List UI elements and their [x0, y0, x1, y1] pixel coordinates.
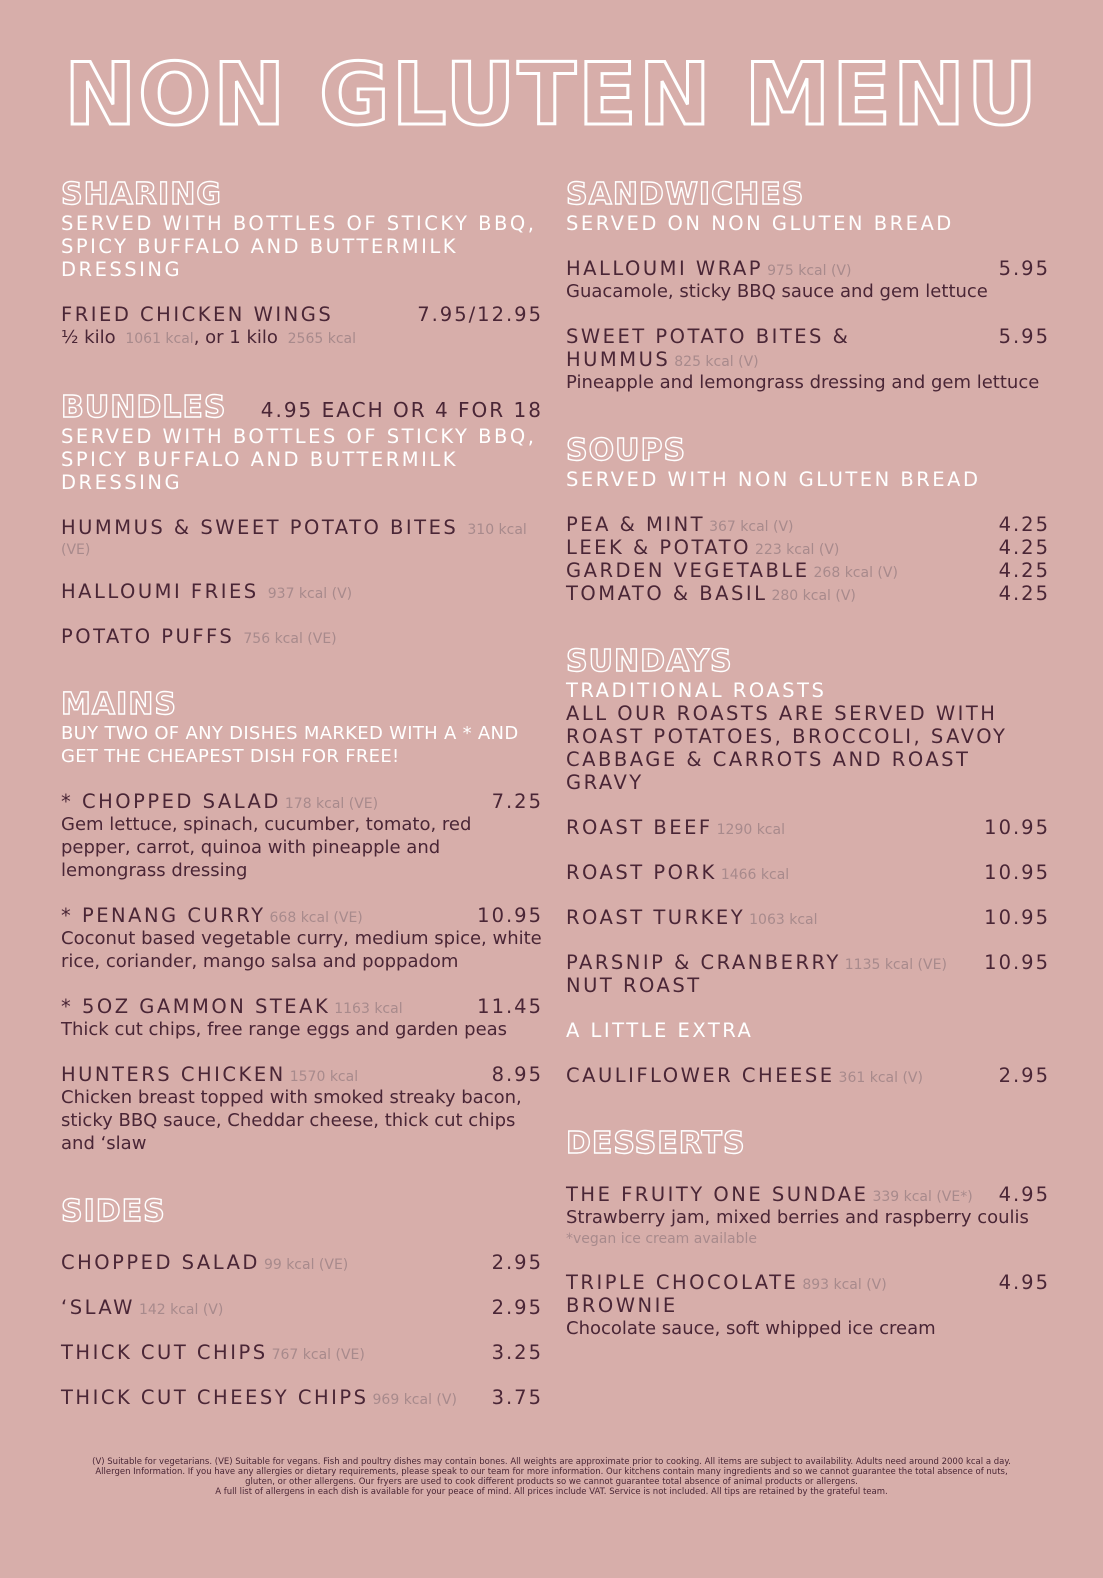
section-heading-sandwiches: SANDWICHES: [566, 177, 805, 212]
section-heading-mains: MAINS: [61, 687, 177, 722]
item-name: PEA & MINT: [566, 513, 706, 536]
item-name: POTATO PUFFS: [61, 625, 235, 648]
section-bundles: [61, 391, 543, 648]
item-name: TOMATO & BASIL: [566, 582, 768, 605]
item-desc: [61, 326, 543, 351]
item-price: 10.95: [984, 861, 1050, 884]
menu-item: [566, 1183, 1050, 1249]
item-kcal: 280 kcal (V): [771, 588, 856, 604]
item-kcal: 969 kcal (V): [372, 1392, 457, 1408]
item-note: *vegan ice cream available: [566, 1231, 757, 1247]
section-heading-sundays: SUNDAYS: [566, 644, 733, 679]
item-name-line2: BROWNIE: [566, 1294, 678, 1317]
menu-item: [61, 580, 543, 603]
menu-item: [61, 625, 543, 648]
menu-item: [61, 303, 543, 351]
item-name: PARSNIP & CRANBERRY: [566, 951, 841, 974]
section-heading-soups: SOUPS: [566, 433, 687, 468]
left-column: [61, 178, 543, 1409]
section-note-mains: BUY TWO OF ANY DISHES MARKED WITH A * AND GET THE CHEAPEST DISH FOR FREE!: [61, 723, 519, 767]
menu-item: [566, 559, 1050, 582]
menu-item: [566, 536, 1050, 559]
item-name: * PENANG CURRY: [61, 904, 266, 927]
section-sub-sharing: SERVED WITH BOTTLES OF STICKY BBQ, SPICY BUFFALO AND BUTTERMILK DRESSING: [61, 212, 537, 281]
section-sundays: [566, 645, 1050, 1087]
item-price: 4.25: [998, 582, 1050, 605]
menu-item: [61, 1251, 543, 1274]
item-name: THICK CUT CHEESY CHIPS: [61, 1386, 369, 1409]
item-name: ROAST BEEF: [566, 816, 713, 839]
item-kcal: 1135 kcal (VE): [844, 957, 947, 973]
item-kcal: 142 kcal (V): [138, 1302, 224, 1318]
item-kcal: 1290 kcal: [716, 822, 785, 838]
item-name: ROAST PORK: [566, 861, 717, 884]
menu-item: [61, 995, 543, 1041]
item-desc: Thick cut chips, free range eggs and garden peas: [61, 1019, 508, 1040]
item-kcal: 178 kcal (VE): [284, 796, 379, 812]
footer-line: (V) Suitable for vegetarians. (VE) Suitable for vegans. Fish and poultry dishes may contain bones. All weights are approximate prior to cooking. All items are subject to availability. Adults need around 2000 kcal a day.: [92, 1457, 1011, 1467]
menu-item: [566, 951, 1050, 997]
item-desc: Strawberry jam, mixed berries and raspberry coulis: [566, 1207, 1029, 1228]
item-name: ROAST TURKEY: [566, 906, 746, 929]
item-desc: Chicken breast topped with smoked streaky bacon, sticky BBQ sauce, Cheddar cheese, thick cut chips and ‘slaw: [61, 1087, 522, 1154]
item-kcal: 367 kcal (V): [709, 519, 794, 535]
item-desc: Guacamole, sticky BBQ sauce and gem lettuce: [566, 281, 988, 302]
item-desc: Chocolate sauce, soft whipped ice cream: [566, 1318, 936, 1339]
item-name: THICK CUT CHIPS: [61, 1341, 268, 1364]
item-kcal: 893 kcal (V): [802, 1277, 887, 1293]
section-sub-soups: SERVED WITH NON GLUTEN BREAD: [566, 468, 981, 491]
item-kcal: 756 kcal (VE): [243, 631, 337, 647]
item-kcal: 1570 kcal: [289, 1069, 359, 1085]
item-price: 4.25: [998, 536, 1050, 559]
menu-item: [61, 1063, 543, 1155]
item-name-line2: NUT ROAST: [566, 974, 702, 997]
section-soups: [566, 434, 1050, 605]
item-price: 7.25: [491, 790, 543, 813]
menu-item: [61, 1296, 543, 1319]
item-price: 8.95: [491, 1063, 543, 1086]
item-name: * CHOPPED SALAD: [61, 790, 281, 813]
section-heading-bundles: BUNDLES: [61, 390, 227, 425]
section-heading-desserts: DESSERTS: [566, 1126, 746, 1161]
menu-item: [566, 1064, 1050, 1087]
item-kcal: 1163 kcal: [334, 1001, 403, 1017]
item-kcal: 668 kcal (VE): [269, 910, 363, 926]
item-price: 10.95: [984, 816, 1050, 839]
menu-item: [566, 513, 1050, 536]
menu-item: [61, 516, 543, 558]
item-name: HUMMUS & SWEET POTATO BITES: [61, 516, 459, 539]
item-desc-b: , or 1 kilo: [193, 327, 278, 348]
item-kcal: 223 kcal (V): [755, 542, 840, 558]
item-desc-a: ½ kilo: [61, 327, 116, 348]
item-kcal: 1061 kcal: [125, 331, 194, 347]
item-name: HALLOUMI FRIES: [61, 580, 259, 603]
item-kcal: 767 kcal (VE): [271, 1347, 365, 1363]
menu-item: [61, 1386, 543, 1409]
item-name: TRIPLE CHOCOLATE: [566, 1271, 799, 1294]
footer-line: Allergen Information. If you have any allergies or dietary requirements, please speak to our team for more information. Our kitchens contain many ingredients and so we cannot guarantee the total absence of nuts,: [95, 1467, 1008, 1477]
item-name: LEEK & POTATO: [566, 536, 751, 559]
item-price: 4.25: [998, 513, 1050, 536]
menu-item: [566, 861, 1050, 884]
bundle-price: 4.95 EACH OR 4 FOR 18: [260, 398, 543, 422]
menu-item: [566, 1271, 1050, 1340]
soup-list: [566, 513, 1050, 605]
subsection-label: A LITTLE EXTRA: [566, 1019, 754, 1042]
item-kcal: 268 kcal (V): [813, 565, 898, 581]
section-sharing: [61, 178, 543, 351]
item-kcal: 937 kcal (V): [267, 586, 353, 602]
menu-item: [566, 582, 1050, 605]
item-name: CHOPPED SALAD: [61, 1251, 260, 1274]
menu-item: [61, 1341, 543, 1364]
item-name: FRIED CHICKEN WINGS: [61, 303, 334, 326]
item-price: 11.45: [477, 995, 543, 1018]
item-desc: Gem lettuce, spinach, cucumber, tomato, red pepper, carrot, quinoa with pineapple and lemongrass dressing: [61, 814, 472, 881]
item-price: 2.95: [491, 1296, 543, 1319]
item-price: 5.95: [998, 325, 1050, 348]
item-name: HALLOUMI WRAP: [566, 257, 764, 280]
item-kcal: 339 kcal (VE*): [872, 1189, 973, 1205]
item-price: 4.25: [998, 559, 1050, 582]
item-price: 4.95: [998, 1271, 1050, 1294]
item-kcal: 2565 kcal: [287, 331, 356, 347]
item-name: THE FRUITY ONE SUNDAE: [566, 1183, 869, 1206]
footer-line: gluten, or other allergens. Our fryers are used to cook different products so we cannot guarantee total absence of animal products or allergens.: [245, 1477, 858, 1487]
section-sides: [61, 1195, 543, 1409]
menu-item: [566, 816, 1050, 839]
section-heading-sides: SIDES: [61, 1194, 166, 1229]
item-kcal: 361 kcal (V): [838, 1070, 923, 1086]
section-heading-sharing: SHARING: [61, 177, 222, 212]
item-price: 2.95: [998, 1064, 1050, 1087]
item-desc: Coconut based vegetable curry, medium spice, white rice, coriander, mango salsa and poppadom: [61, 928, 542, 972]
item-name: ‘SLAW: [61, 1296, 135, 1319]
section-mains: [61, 688, 543, 1155]
item-name: * 5OZ GAMMON STEAK: [61, 995, 331, 1018]
item-kcal: 310 kcal (VE): [61, 522, 527, 558]
item-kcal: 99 kcal (VE): [263, 1257, 349, 1273]
item-price: 3.25: [491, 1341, 543, 1364]
item-price: 3.75: [491, 1386, 543, 1409]
item-name: SWEET POTATO BITES & HUMMUS: [566, 325, 851, 371]
section-sub-sundays: TRADITIONAL ROASTS: [566, 679, 827, 702]
item-price: 2.95: [491, 1251, 543, 1274]
section-note-sundays: ALL OUR ROASTS ARE SERVED WITH ROAST POTATOES, BROCCOLI, SAVOY CABBAGE & CARROTS AND ROAST GRAVY: [566, 702, 1008, 794]
page-title: NON GLUTEN MENU: [64, 45, 1039, 145]
item-price: 5.95: [998, 257, 1050, 280]
footer-line: A full list of allergens in each dish is available for your peace of mind. All prices include VAT. Service is not included. All tips are retained by the grateful team.: [215, 1487, 888, 1497]
section-sub-bundles: SERVED WITH BOTTLES OF STICKY BBQ, SPICY BUFFALO AND BUTTERMILK DRESSING: [61, 425, 537, 494]
menu-item: [566, 906, 1050, 929]
item-desc: Pineapple and lemongrass dressing and gem lettuce: [566, 372, 1040, 393]
item-name: GARDEN VEGETABLE: [566, 559, 810, 582]
footer-disclaimer: [40, 1457, 1063, 1497]
item-price: 10.95: [477, 904, 543, 927]
item-name: HUNTERS CHICKEN: [61, 1063, 286, 1086]
section-desserts: [566, 1127, 1050, 1340]
item-kcal: 1063 kcal: [749, 912, 818, 928]
menu-item: [61, 790, 543, 882]
item-kcal: 975 kcal (V): [767, 263, 852, 279]
item-name: CAULIFLOWER CHEESE: [566, 1064, 835, 1087]
right-column: [566, 178, 1050, 1340]
item-kcal: 825 kcal (V): [674, 354, 759, 370]
item-kcal: 1466 kcal: [720, 867, 790, 883]
item-price: 10.95: [984, 906, 1050, 929]
section-sandwiches: [566, 178, 1050, 394]
menu-item: [566, 325, 1050, 394]
section-sub-sandwiches: SERVED ON NON GLUTEN BREAD: [566, 212, 954, 235]
menu-item: [566, 257, 1050, 303]
item-price: 7.95/12.95: [417, 303, 543, 326]
menu-item: [61, 904, 543, 973]
item-price: 4.95: [998, 1183, 1050, 1206]
item-price: 10.95: [984, 951, 1050, 974]
